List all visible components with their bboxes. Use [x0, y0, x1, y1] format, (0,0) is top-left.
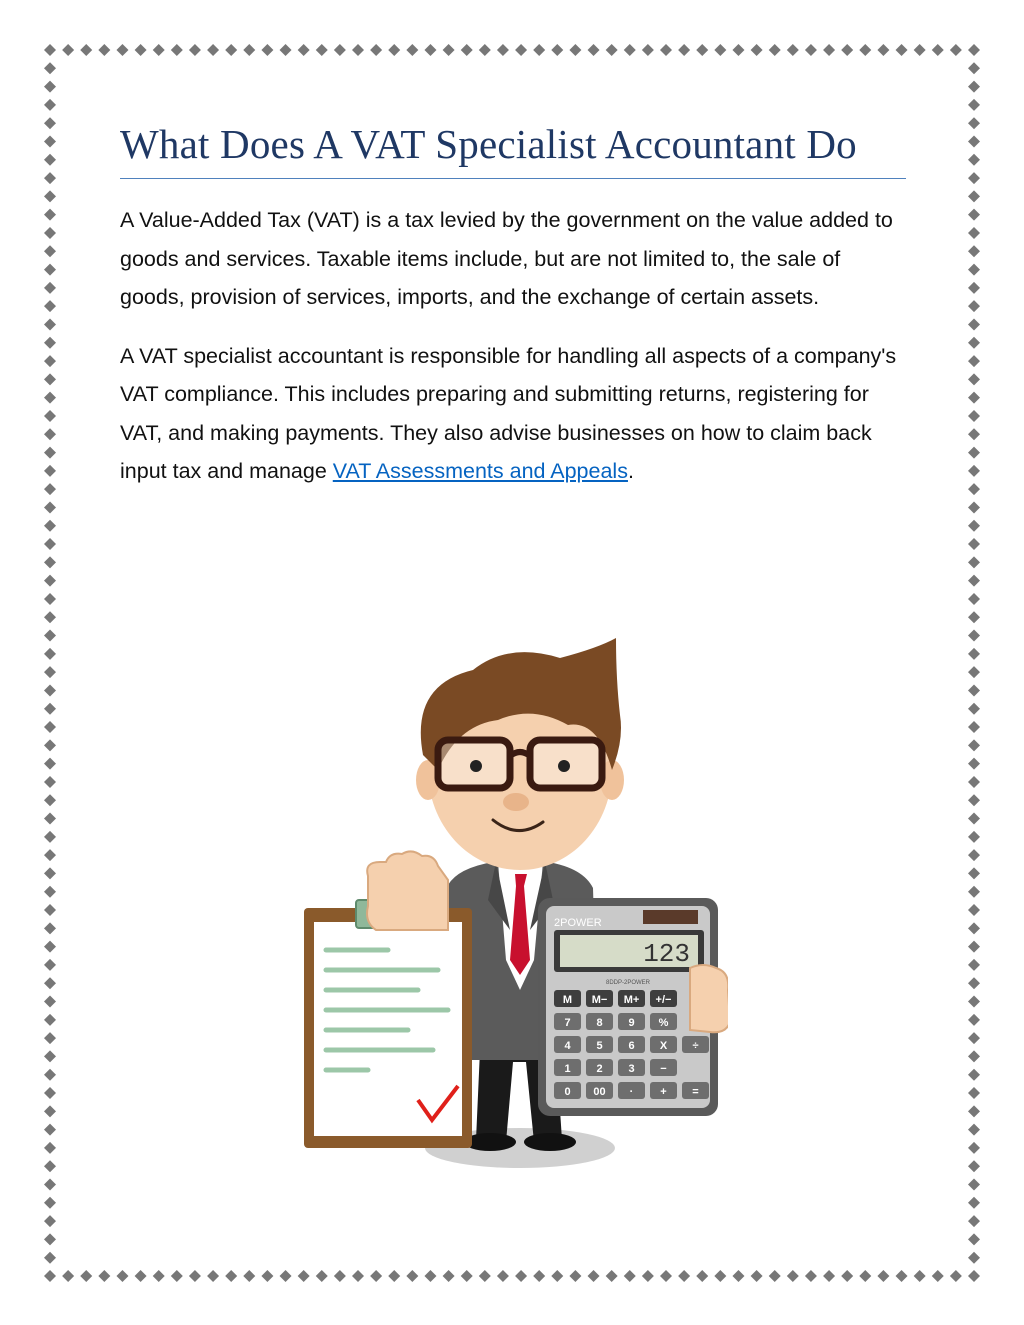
solar-panel: [643, 910, 698, 924]
paragraph-vat-definition: A Value-Added Tax (VAT) is a tax levied by the government on the value added to goods and services. Taxable items include, but are not limited to, the sale of goods, provision of services, imports, and the exchange of certain assets.: [120, 208, 893, 309]
calculator-key-label: 2: [596, 1063, 603, 1075]
calculator-key-label: 1: [564, 1063, 571, 1075]
calculator-key-label: +: [660, 1086, 667, 1098]
calculator-key-label: 7: [564, 1017, 571, 1029]
nose: [503, 793, 529, 811]
calculator-key-label: 4: [564, 1040, 571, 1052]
calculator-key-label: M−: [591, 994, 608, 1006]
calculator-key-label: =: [692, 1086, 699, 1098]
calculator-key-label: ÷: [692, 1040, 699, 1052]
paragraph-end-punctuation: .: [627, 459, 634, 483]
calculator-model: 8DDP-2POWER: [605, 980, 651, 986]
calculator-key-label: M: [562, 994, 573, 1006]
page-title: What Does A VAT Specialist Accountant Do: [120, 121, 857, 167]
calculator-key-label: ·: [629, 1086, 634, 1098]
calculator-key-label: 6: [628, 1040, 635, 1052]
calculator-key-label: 0: [564, 1086, 571, 1098]
calculator-key-label: +/−: [655, 994, 672, 1006]
calculator-key-label: 9: [628, 1017, 635, 1029]
calculator-key-label: M+: [623, 994, 640, 1006]
calculator-key-label: 8: [596, 1017, 603, 1029]
document-body: [120, 120, 906, 491]
right-hand: [690, 965, 728, 1032]
calculator-key-label: X: [659, 1040, 668, 1052]
vat-assessments-link[interactable]: VAT Assessments and Appeals: [332, 459, 628, 483]
calculator-display-value: 123: [643, 939, 690, 969]
left-eye: [470, 760, 482, 772]
calculator-key-label: 5: [596, 1040, 603, 1052]
left-hand: [367, 851, 448, 930]
calculator-key-label: 3: [628, 1063, 635, 1075]
right-eye: [558, 760, 570, 772]
calculator-key-label: 00: [593, 1086, 606, 1098]
paragraph-specialist-role: [120, 337, 906, 491]
paragraph-specialist-text: A VAT specialist accountant is responsible for handling all aspects of a company's VAT compliance. This includes preparing and submitting returns, registering for VAT, and making payments. They also advise businesses on how to claim back input tax and manage: [120, 343, 897, 483]
calculator-key-label: −: [660, 1063, 667, 1075]
document-lines: [326, 950, 448, 1070]
calculator-brand: 2POWER: [554, 917, 602, 929]
calculator-key-label: %: [658, 1017, 669, 1029]
accountant-illustration: [298, 630, 728, 1170]
right-shoe: [524, 1133, 576, 1151]
title-divider: [120, 178, 906, 179]
